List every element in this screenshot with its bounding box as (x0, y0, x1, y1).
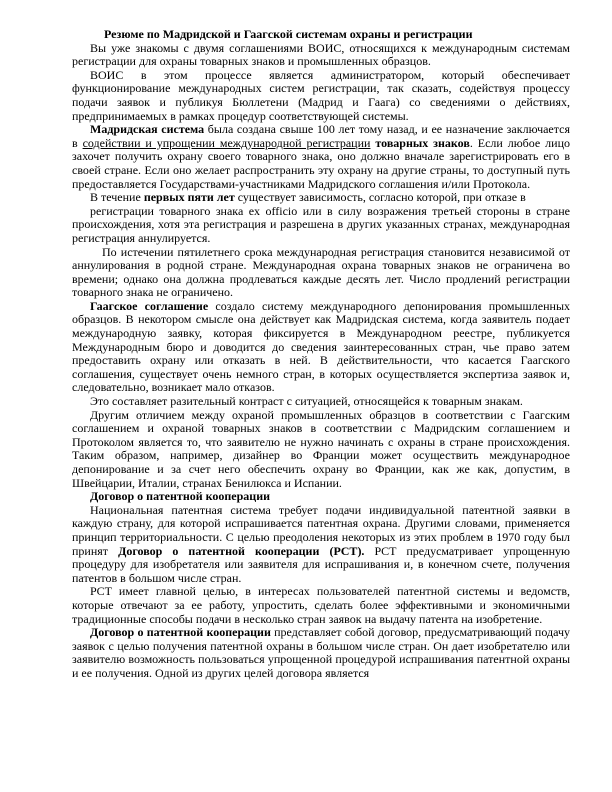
pct-term: Договор о патентной кооперации (PCT). (118, 543, 365, 558)
paragraph-madrid-system (72, 123, 570, 191)
madrid-text-c: . Если любое лицо захочет получить охрану своего товарного знака, оно должно вначале зарегистрировать его в своей стране. Если оно желает распространить эту охрану на другие страны, то доступный путь предоставляется Государствами-участниками Мадридского соглашения и/или Протокола. (72, 135, 570, 191)
paragraph-contrast: Это составляет разительный контраст с ситуацией, относящейся к товарным знакам. (90, 394, 523, 409)
five-years-text-b: существует зависимость, согласно которой, при отказе в (234, 190, 526, 205)
document-title: Резюме по Мадридской и Гаагской системам охраны и регистрации (104, 27, 473, 41)
five-years-text-a: В течение (90, 190, 144, 205)
paragraph-ex-officio: регистрации товарного знака ex officio или в силу возражения третьей стороны в стране происхождения, хотя эта регистрация и разрешена в других указанных странах, международная регистрация аннулируется. (72, 203, 570, 245)
paragraph-wipo-role: ВОИС в этом процессе является администратором, который обеспечивает функционирование международных систем регистрации, так сказать, содействуя процессу подачи заявок и публикуя Бюллетени (Мадрид и Гаага) со сведениями о действиях, предпринимаемых в рамках процедур соответствующей системы. (72, 67, 570, 123)
madrid-system-term: Мадридская система (90, 122, 205, 137)
hague-agreement-term: Гаагское соглашение (90, 298, 209, 313)
section-heading-pct: Договор о патентной кооперации (90, 489, 271, 504)
trademarks-term: товарных знаков (375, 135, 470, 150)
document-page (72, 28, 570, 681)
paragraph-pct-goal: PCT имеет главной целью, в интересах пользователей патентной системы и ведомств, которые отвечают за ее работу, упростить, сделать более эффективными и экономичными традиционные способы подачи в несколько стран заявок на выдачу патента на изобретение. (72, 584, 570, 626)
paragraph-intro: Вы уже знакомы с двумя соглашениями ВОИС, относящихся к международным системам регистрации для охраны товарных знаков и промышленных образцов. (72, 40, 570, 69)
paragraph-other-difference: Другим отличием между охраной промышленных образцов в соответствии с Гаагским соглашением и охраной товарных знаков в соответствии с Мадридским соглашением и Протоколом является то, что заявителю не нужно начинать с охраны в стране происхождения. Таким образом, например, дизайнер во Франции может осуществить международное депонирование и за счет него обеспечить охрану во Франции, как же как, допустим, в Швейцарии, Италии, странах Бенилюкса и Испании. (72, 407, 570, 490)
paragraph-after-five-years: По истечении пятилетнего срока международная регистрация становится независимой от аннулирования в родной стране. Международная охрана товарных знаков не ограничена во времени; однако она должна продлеваться каждые десять лет. Число продлений регистрации товарного знака не ограничено. (72, 244, 570, 300)
pct-treaty-text: представляет собой договор, предусматривающий подачу заявок с целью получения патентной охраны в большом числе стран. Он дает изобретателю или заявителю возможность пользоваться упрощенной процедурой испрашивания патентной охраны и ее получения. Одной из других целей договора является (72, 625, 570, 680)
pct-treaty-term: Договор о патентной кооперации (90, 625, 271, 640)
national-text-a: Национальная патентная система требует подачи индивидуальной патентной заявки в каждую страну, для которой испрашивается патентная охрана. Другими словами, применяется принцип территориальности. С целью преодоления некоторых из этих проблем в 1970 году был принят (72, 502, 570, 558)
paragraph-first-five-years (72, 191, 570, 205)
national-text-b: PCT предусматривает упрощенную процедуру для изобретателя или заявителя для испрашивания и, в конечном счете, получения патентов в большом числе стран. (72, 543, 571, 585)
paragraph-pct-treaty (72, 626, 570, 680)
paragraph-hague-agreement (72, 300, 570, 395)
paragraph-national-patent (72, 504, 570, 586)
hague-text: создало систему международного депонирования промышленных образцов. В некотором смысле она действует как Мадридская система, когда заявитель подает международную заявку, которая фиксируется в Международном реестре, публикуется Международным бюро и доводится до сведения заинтересованных стран, чье право затем предоставить охрану или отказать в ней. В действительности, что касается Гаагского соглашения, существует очень немного стран, в которых осуществляется экспертиза заявок и, следовательно, возникает мало отказов. (72, 298, 571, 395)
madrid-text-a: была создана свыше 100 лет тому назад, и ее назначение заключается в (72, 122, 570, 150)
first-five-years-term: первых пяти лет (143, 190, 235, 205)
madrid-underlined-phrase: содействии и упрощении международной регистрации (82, 135, 371, 150)
